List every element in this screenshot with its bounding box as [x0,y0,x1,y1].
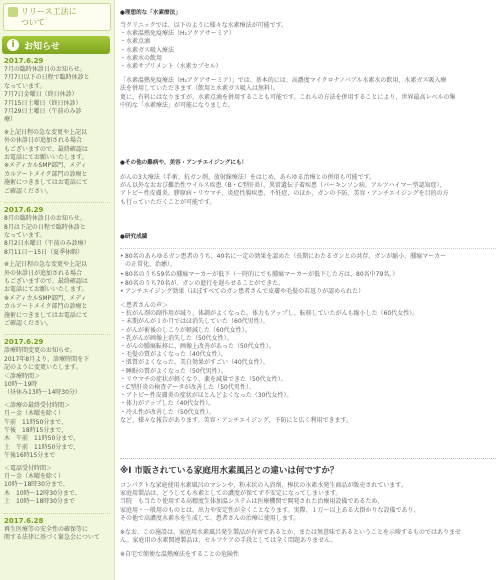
news-text: 8月2日水曜日（午前のみ診療） [4,240,90,248]
paragraph-line: 「水素温熱免疫療法（H₂アクアサーミア）」では、基本的には、高濃度マイクロナノバブル水素水の飲用、水素ガス吸入療 [120,77,447,85]
patient-voice: ・睡眠の質がよくなった（50代男性）。 [120,367,227,375]
news-divider [4,513,110,514]
news-divider [4,202,110,203]
news-text: 月〜金（木曜を除く） [4,473,65,481]
research-result-text: 80名のうち59名の腫瘍マーカーが低下（一時的にでも腫瘍マーカーが低下した方は、80名中79名。） [125,271,399,279]
patient-voice: ・C型肝炎の検査データが改善した（50代男性）。 [120,384,255,392]
news-list [4,57,110,549]
news-text: 施術につきましてはお電話にて [4,179,88,187]
paragraph-line: ※自宅で簡便な温熱療法をすることの危険性 [120,551,240,559]
news-text: ご確認ください。 [4,319,53,327]
news-text: お電話にてお願いいたします。 [4,154,88,162]
section-other-diseases-body [120,174,496,207]
paragraph-line: 法を併用していただきます（飲用と水素ガス吸入は無料）。 [120,85,280,93]
news-text: 8月の臨時休診日のお知らせ。 [4,215,86,223]
bullet-icon: • [120,271,124,279]
paragraph-line: ・水素ガス吸入療法 [120,46,175,54]
news-text: ＜診療時間＞ [4,372,41,380]
news-item[interactable] [4,206,110,328]
research-result [120,280,496,288]
news-text: 7月29日土曜日（午前のみ診 [4,108,82,116]
research-result-text: 80名のうち70名が、ガンの進行を遅らせることができた。 [125,279,285,287]
news-header [2,36,110,54]
faq-home-bath-title: ※I 市販されている家庭用水素風呂との違いは何ですか？ [120,458,496,476]
paragraph-line: アトピー性皮膚炎、膠原病・リウマチ、炎症性腸疾患、不妊症、のほか、ガンの予防、美容・アンチエイジングを目的の方 [120,190,449,198]
paragraph-line: コンパクトな家庭使用水素風呂のマシンや、粉末状の入浴剤、棒状の水素水発生商品が販売されています。 [120,482,407,489]
news-text: 月〜金（木曜を除く） [4,410,65,418]
paragraph-line: ん。家庭用の水素関連製品は、セルフケアの手段としては全く問題ありません。 [120,537,337,545]
research-result [120,288,496,296]
paragraph-line: 更に、有料にはなりますが、水素点滴を併用することも可能です。これらの方法を併用することにより、世界最高レベルの集 [120,93,456,101]
section-title-research: ●研究成績 [120,234,148,240]
research-result-text: 80名のあらゆるガン患者のうち、40名に一定の効果を認めた（長期にわたるガンとの共存、ガンが縮小、腫瘍マーカー [125,253,447,260]
patient-voice: ・末期がんが１か月ではほ消失していた（60代男性）。 [120,318,269,326]
news-text: 8月は下記の日程で臨時休診と [4,223,86,231]
news-text: カルアートメイク部門の診療と [4,170,88,178]
patient-voice: ・肌質がよくなった。美白効果がすごい（40代女性）。 [120,359,269,367]
news-text: もございますので、最終確認は [4,145,88,153]
news-text: 午後16時15分まで [4,452,56,460]
faq-home-bath-body [120,482,496,560]
news-date: 2017.6.29 [4,206,44,215]
news-text: 木 10時〜12時30分まで、 [4,489,81,497]
news-text: なっています。 [4,82,46,90]
patient-voice: など、様々な報告があります。美容・アンチエイジング、予防にと広く利用できます。 [120,416,353,424]
research-result [120,271,496,279]
news-text: なっています。 [4,231,46,239]
info-icon: i [7,39,19,51]
patient-voice: ・乳がんが画像上消失した（50代女性）。 [120,334,233,342]
news-text: 7月7日金曜日（終日休診） [4,91,78,99]
news-text: 関する法律に基づく緊急会について [4,534,100,542]
bullet-icon: • [120,253,124,260]
news-text: 木 午前 11時50分まで、 [4,435,80,443]
main-content [120,0,496,580]
news-text: 10時〜19時 [4,381,38,388]
section-title-hydrogen-therapy: ●理想的な「水素療法」 [120,10,181,16]
news-text: 土 10時〜18時30分まで [4,498,75,506]
paragraph-line: ・水素点滴 [120,38,151,46]
news-text: 2017年8月より、診療時間を下 [4,355,90,363]
news-date: 2017.6.28 [4,516,44,525]
news-text: 午後 18時15分まで、 [4,427,68,435]
paragraph-line: ・水素サプリメント（水素カプセル） [120,63,222,71]
news-text: 7月の臨時休診日のお知らせ。 [4,66,86,73]
patient-voice: ・抗がん剤の副作用が減り、体調がよくなった。体力もアップし、転移していたがんも縮小した（60代女性）。 [120,310,419,318]
news-text: ※メディカルSMP部門、メディ [4,294,87,302]
news-item[interactable] [4,338,110,506]
section-title-other-diseases: ●その他の難病や、美容・アンチエイジングにも！ [120,160,248,166]
paragraph-line: 中的な「水素療法」が可能になりました。 [120,101,235,109]
patient-voice: ・がんの腫瘍転移に、画像上改善があった（50代女性）。 [120,343,275,351]
news-text: 施術につきましてはお電話にて [4,311,88,319]
patient-voice: ・体力がアップした（40代女性）。 [120,400,215,408]
news-text: ＜診療の最終受付時間＞ [4,401,71,409]
patient-voice-list [120,310,496,425]
news-text: カルアートメイク部門の診療と [4,303,88,311]
news-divider [4,334,110,335]
news-text: お電話にてお願いいたします。 [4,286,88,294]
research-result-text: アンチエイジング効果（ほぼすべてのガン患者さんで皮膚や毛髪の若返りが認められた） [125,287,365,295]
paragraph-line: ・水素水の飲用 [120,54,163,62]
patient-voice: ・アトピー性皮膚炎の症状がほとんどよくなった（30代女性）。 [120,392,293,400]
news-text: 7月15日土曜日（終日休診） [4,99,82,107]
bullet-icon: • [120,279,124,287]
news-text: 記のように変更いたします。 [4,364,82,372]
paragraph-line: ・水素温熱免疫療法（H₂アクアサーミア） [120,30,235,38]
news-text: もございますので、最終確認は [4,277,88,285]
paragraph-line: がん以外なおおび難治性ウイルス疾患（B・C型肝炎）、異常遺伝子着疾患（パーキンソン病、アルツハイマー型認知症）、 [120,182,446,190]
news-text: 療） [4,116,17,124]
research-result [120,253,496,261]
news-date: 2017.6.29 [4,57,44,65]
news-text: ※上記日程の急な変更や上記以 [4,261,88,269]
paragraph-line: も行っていただくことが可能です。 [120,198,216,206]
patient-voice: ・リウマチの症状が軽くなり、薬を減量できた（50代女性）。 [120,375,287,383]
paragraph-line: がんの3大療法（手術、抗ガン剤、放射線療法）をはじめ、あらゆる治療との併用も可能です。 [120,174,376,181]
patient-voice: ・毛髪の質がよくなった（40代女性）。 [120,351,227,359]
news-text: ＜電話受付時間＞ [4,464,53,472]
sidebar [0,0,115,580]
news-text: 診療時間変更のお知らせ。 [4,347,76,355]
news-text: 7月7日以下の日程で臨時休診と [4,74,90,82]
paragraph-line: 家庭用・一般用のものとは、出力や安定性が全くことなります。実際、１万〜以上ある大掛かりな設備であり、 [120,506,420,514]
release-method-label: リリース工法に ついて [21,7,77,27]
news-date: 2017.6.29 [4,338,44,347]
news-text: 午前 11時50分まで、 [4,418,68,426]
release-method-link[interactable] [3,3,111,31]
news-text: 外の休診日が追加される場合 [4,137,83,145]
news-text: 10時〜18時30分まで、 [4,481,69,489]
paragraph-line: 当クリニックでは、以下のように様々な水素療法が可能です。 [120,22,288,29]
paragraph-line: 当院 も当たり使用する高精度生体加温システムは医療機関で開発された治療用設備であるため、 [120,498,384,506]
news-text: ご確認ください。 [4,187,53,195]
news-text: 再生医療等の安全性の確保等に [4,525,89,533]
news-text: ※メディカルSMP部門、メディ [4,162,87,170]
news-text: 土 午前 11時50分まで、 [4,443,80,451]
news-text: （昼休み13時〜14時30分） [4,389,81,397]
news-text: 外の休診日が追加される場合 [4,269,83,277]
section-hydrogen-therapy-body [120,22,496,110]
research-results-list [120,248,496,296]
paragraph-line: その他で高濃度水素水を生成して、患者さんの治療に使用します。 [120,514,300,522]
patient-voice: ・冷え性が改善した（50代女性）。 [120,408,215,416]
paragraph-line: 家庭用製品は、どうしても水素としての濃度が保てず不安定になってしまいます。 [120,490,342,498]
news-text: 8月11日〜15日（夏季休暇） [4,248,84,256]
leaf-icon [8,7,18,17]
bullet-icon: • [120,287,124,295]
news-text: ※上記日程の急な変更や上記以 [4,128,88,136]
news-item[interactable] [4,517,110,543]
research-result-text: の正常化、治癒）。 [125,261,177,269]
news-header-label: お知らせ [24,41,60,52]
paragraph-line: ※なお、この施設は、家庭用水素風呂発生製品が有害であるとか、または無意味であるということを示唆するものではありませ [120,529,462,537]
news-item[interactable] [4,57,110,196]
research-result [120,261,496,269]
patient-voice: ・がんが術後のしこりが軽減した（60代女性）。 [120,326,251,334]
patient-voice-title: ＜患者さんの声＞ [120,302,169,310]
